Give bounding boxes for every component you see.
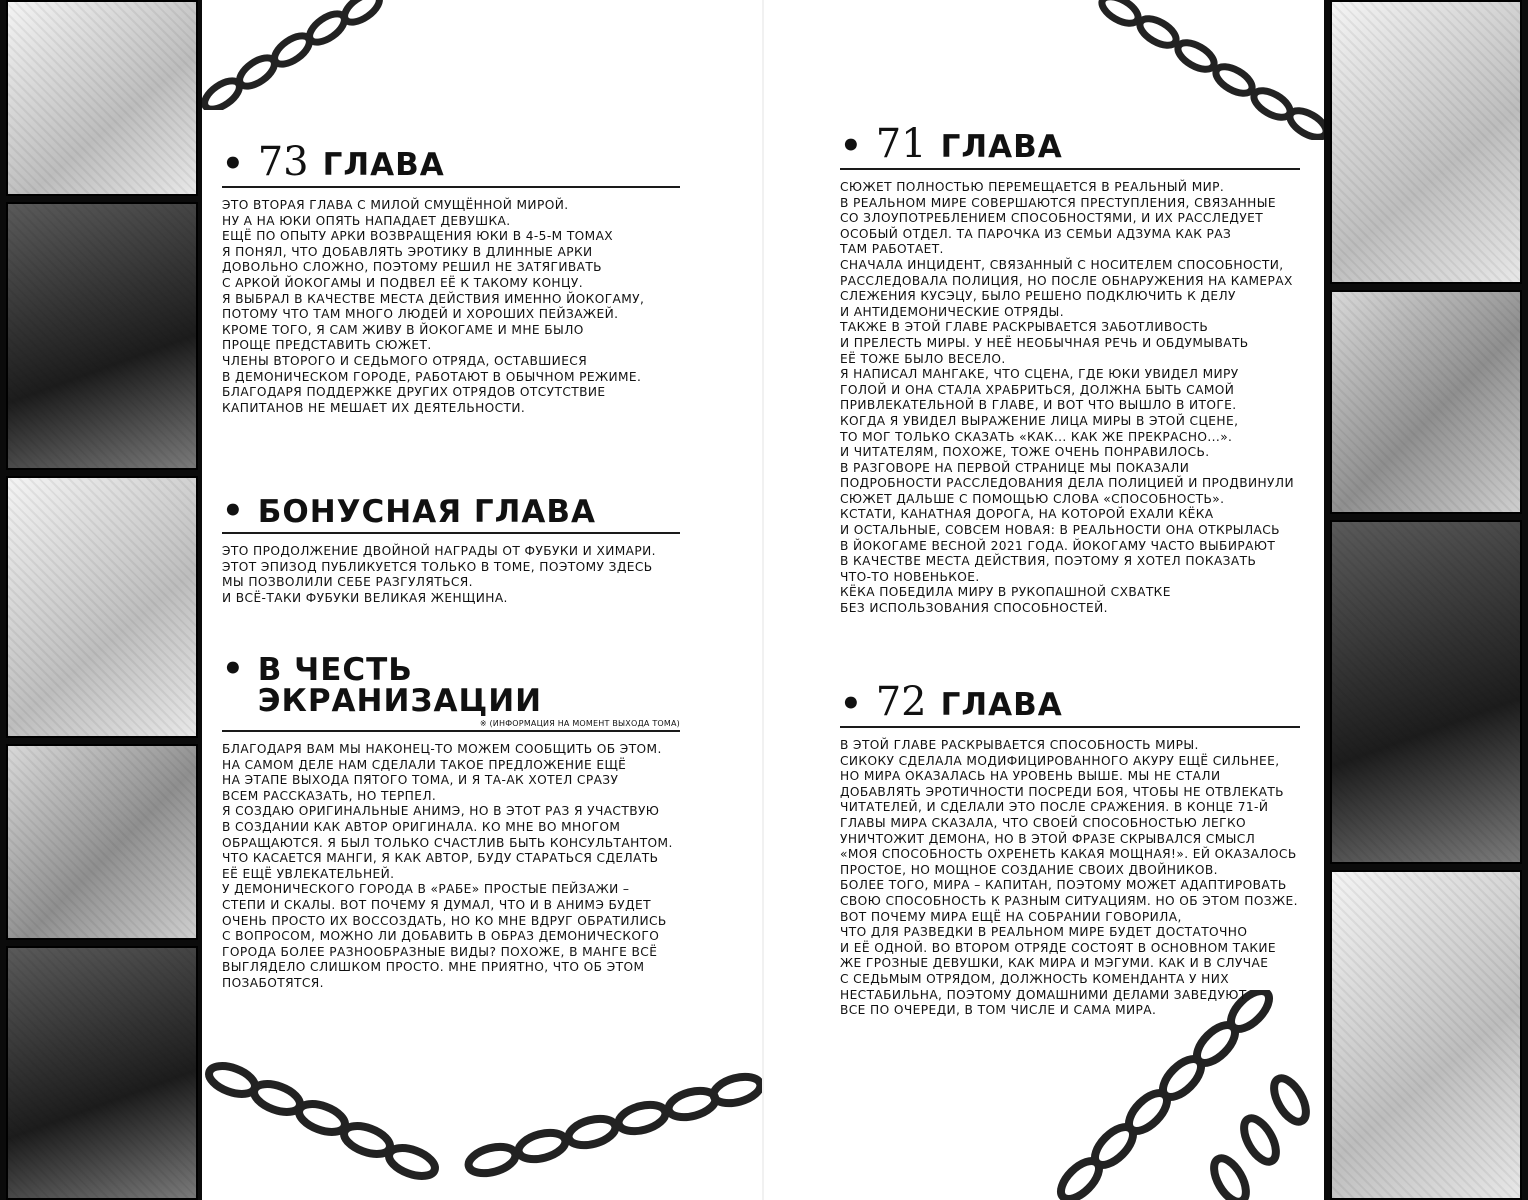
chapter-73-text: ЭТО ВТОРАЯ ГЛАВА С МИЛОЙ СМУЩЁННОЙ МИРОЙ. НУ А НА ЮКИ ОПЯТЬ НАПАДАЕТ ДЕВУШКА. ЕЩЁ ПО ОПЫТУ АРКИ ВОЗВРАЩЕНИЯ ЮКИ В 4-5-М ТОМАХ Я ПОНЯЛ, ЧТО ДОБАВЛЯТЬ ЭРОТИКУ В ДЛИННЫЕ АРКИ ДОВОЛЬНО СЛОЖНО, ПОЭТОМУ РЕШИЛ НЕ ЗАТЯГИВАТЬ С АРКОЙ ЙОКОГАМЫ И ПОДВЕЛ ЕЁ К ТАКОМУ КОНЦУ. Я ВЫБРАЛ В КАЧЕСТВЕ МЕСТА ДЕЙСТВИЯ ИМЕННО ЙОКОГАМУ, ПОТОМУ ЧТО ТАМ МНОГО ЛЮДЕЙ И ХОРОШИХ ПЕЙЗАЖЕЙ. КРОМЕ ТОГО, Я САМ ЖИВУ В ЙОКОГАМЕ И МНЕ БЫЛО ПРОЩЕ ПРЕДСТАВИТЬ СЮЖЕТ. ЧЛЕНЫ ВТОРОГО И СЕДЬМОГО ОТРЯДА, ОСТАВШИЕСЯ В ДЕМОНИЧЕСКОМ ГОРОДЕ, РАБОТАЮТ В ОБЫЧНОМ РЕЖИМЕ. БЛАГОДАРЯ ПОДДЕРЖКЕ ДРУГИХ ОТРЯДОВ ОТСУТСТВИЕ КАПИТАНОВ НЕ МЕШАЕТ ИХ ДЕЯТЕЛЬНОСТИ. [222,198,645,415]
bullet-icon: • [840,684,862,724]
left-manga-strip [0,0,202,1200]
bullet-icon: • [222,649,244,689]
manga-panel-3 [6,476,198,738]
chain-illustration-top-left [202,0,452,110]
bullet-icon: • [222,144,244,184]
chapter-number: 73 [257,139,309,185]
anime-adaptation-heading [222,649,680,719]
section-anime-adaptation [222,649,680,992]
chapter-number: 71 [875,121,927,167]
manga-panel-6 [1330,0,1522,284]
page-spine [762,0,764,1200]
chapter-word: ГЛАВА [940,687,1063,723]
chapter-word: ГЛАВА [322,147,445,183]
anime-adaptation-title: В ЧЕСТЬ ЭКРАНИЗАЦИИ [257,652,543,719]
bonus-chapter-text: ЭТО ПРОДОЛЖЕНИЕ ДВОЙНОЙ НАГРАДЫ ОТ ФУБУКИ И ХИМАРИ. ЭТОТ ЭПИЗОД ПУБЛИКУЕТСЯ ТОЛЬКО В ТОМЕ, ПОЭТОМУ ЗДЕСЬ МЫ ПОЗВОЛИЛИ СЕБЕ РАЗГУЛЯТЬСЯ. И ВСЁ-ТАКИ ФУБУКИ ВЕЛИКАЯ ЖЕНЩИНА. [222,544,656,605]
section-chapter-72 [840,679,1300,1019]
chapter-number: 72 [875,679,927,725]
chapter-73-heading [222,139,680,188]
manga-panel-1 [6,0,198,196]
chapter-72-heading [840,679,1300,728]
release-note: ※ (ИНФОРМАЦИЯ НА МОМЕНТ ВЫХОДА ТОМА) [222,717,680,732]
chapter-72-text: В ЭТОЙ ГЛАВЕ РАСКРЫВАЕТСЯ СПОСОБНОСТЬ МИРЫ. СИКОКУ СДЕЛАЛА МОДИФИЦИРОВАННОГО АКУРУ ЕЩЁ СИЛЬНЕЕ, НО МИРА ОКАЗАЛАСЬ НА УРОВЕНЬ ВЫШЕ. МЫ НЕ СТАЛИ ДОБАВЛЯТЬ ЭРОТИЧНОСТИ ПОСРЕДИ БОЯ, ЧТОБЫ НЕ ОТВЛЕКАТЬ ЧИТАТЕЛЕЙ, И СДЕЛАЛИ ЭТО ПОСЛЕ СРАЖЕНИЯ. В КОНЦЕ 71-Й ГЛАВЫ МИРА СКАЗАЛА, ЧТО СВОЕЙ СПОСОБНОСТЬЮ ЛЕГКО УНИЧТОЖИТ ДЕМОНА, НО В ЭТОЙ ФРАЗЕ СКРЫВАЛСЯ СМЫСЛ «МОЯ СПОСОБНОСТЬ ОХРЕНЕТЬ КАКАЯ МОЩНАЯ!». ЕЙ ОКАЗАЛОСЬ ПРОСТОЕ, НО МОЩНОЕ СОЗДАНИЕ СВОИХ ДВОЙНИКОВ. БОЛЕЕ ТОГО, МИРА – КАПИТАН, ПОЭТОМУ МОЖЕТ АДАПТИРОВАТЬ СВОЮ СПОСОБНОСТЬ К РАЗНЫМ СИТУАЦИЯМ. НО ОБ ЭТОМ ПОЗЖЕ. ВОТ ПОЧЕМУ МИРА ЕЩЁ НА СОБРАНИИ ГОВОРИЛА, ЧТО ДЛЯ РАЗВЕДКИ В РЕАЛЬНОМ МИРЕ БУДЕТ ДОСТАТОЧНО И ЕЁ ОДНОЙ. ВО ВТОРОМ ОТРЯДЕ СОСТОЯТ В ОСНОВНОМ ТАКИЕ ЖЕ ГРОЗНЫЕ ДЕВУШКИ, КАК МИРА И МЭГУМИ. КАК И В СЛУЧАЕ С СЕДЬМЫМ ОТРЯДОМ, ДОЛЖНОСТЬ КОМЕНДАНТА У НИХ НЕСТАБИЛЬНА, ПОЭТОМУ ДОМАШНИМИ ДЕЛАМИ ЗАВЕДУЮТ ВСЕ ПО ОЧЕРЕДИ, В ТОМ ЧИСЛЕ И САМА МИРА. [840,738,1298,1018]
manga-panel-9 [1330,870,1522,1200]
bullet-icon: • [222,491,244,531]
chain-illustration-top-right [1080,0,1324,140]
chapter-71-heading [840,121,1300,170]
manga-panel-4 [6,744,198,940]
section-bonus-chapter [222,491,680,606]
bullet-icon: • [840,126,862,166]
bonus-chapter-heading [222,491,680,534]
chain-illustration-bottom-right [1050,990,1324,1200]
section-chapter-73 [222,139,680,416]
manga-panel-5 [6,946,198,1200]
section-chapter-71 [840,121,1300,617]
manga-panel-8 [1330,520,1522,864]
chain-illustration-bottom-left [202,1040,762,1200]
anime-adaptation-text: БЛАГОДАРЯ ВАМ МЫ НАКОНЕЦ-ТО МОЖЕМ СООБЩИТЬ ОБ ЭТОМ. НА САМОМ ДЕЛЕ НАМ СДЕЛАЛИ ТАКОЕ ПРЕДЛОЖЕНИЕ ЕЩЁ НА ЭТАПЕ ВЫХОДА ПЯТОГО ТОМА, И Я ТА-АК ХОТЕЛ СРАЗУ ВСЕМ РАССКАЗАТЬ, НО ТЕРПЕЛ. Я СОЗДАЮ ОРИГИНАЛЬНЫЕ АНИМЭ, НО В ЭТОТ РАЗ Я УЧАСТВУЮ В СОЗДАНИИ КАК АВТОР ОРИГИНАЛА. КО МНЕ ВО МНОГОМ ОБРАЩАЮТСЯ. Я БЫЛ ТОЛЬКО СЧАСТЛИВ БЫТЬ КОНСУЛЬТАНТОМ. ЧТО КАСАЕТСЯ МАНГИ, Я КАК АВТОР, БУДУ СТАРАТЬСЯ СДЕЛАТЬ ЕЁ ЕЩЁ УВЛЕКАТЕЛЬНЕЙ. У ДЕМОНИЧЕСКОГО ГОРОДА В «РАБЕ» ПРОСТЫЕ ПЕЙЗАЖИ – СТЕПИ И СКАЛЫ. ВОТ ПОЧЕМУ Я ДУМАЛ, ЧТО И В АНИМЭ БУДЕТ ОЧЕНЬ ПРОСТО ИХ ВОССОЗДАТЬ, НО КО МНЕ ВДРУГ ОБРАТИЛИСЬ С ВОПРОСОМ, МОЖНО ЛИ ДОБАВИТЬ В ОБРАЗ ДЕМОНИЧЕСКОГО ГОРОДА БОЛЕЕ РАЗНООБРАЗНЫЕ ВИДЫ? ПОХОЖЕ, В МАНГЕ ВСЁ ВЫГЛЯДЕЛО СЛИШКОМ ПРОСТО. МНЕ ПРИЯТНО, ЧТО ОБ ЭТОМ ПОЗАБОТЯТСЯ. [222,742,673,990]
bonus-chapter-title: БОНУСНАЯ ГЛАВА [257,494,597,530]
manga-panel-2 [6,202,198,470]
manga-panel-7 [1330,290,1522,514]
chapter-word: ГЛАВА [940,129,1063,165]
right-manga-strip [1324,0,1528,1200]
chapter-71-text: СЮЖЕТ ПОЛНОСТЬЮ ПЕРЕМЕЩАЕТСЯ В РЕАЛЬНЫЙ МИР. В РЕАЛЬНОМ МИРЕ СОВЕРШАЮТСЯ ПРЕСТУПЛЕНИЯ, СВЯЗАННЫЕ СО ЗЛОУПОТРЕБЛЕНИЕМ СПОСОБНОСТЯМИ, И ИХ РАССЛЕДУЕТ ОСОБЫЙ ОТДЕЛ. ТА ПАРОЧКА ИЗ СЕМЬИ АДЗУМА КАК РАЗ ТАМ РАБОТАЕТ. СНАЧАЛА ИНЦИДЕНТ, СВЯЗАННЫЙ С НОСИТЕЛЕМ СПОСОБНОСТИ, РАССЛЕДОВАЛА ПОЛИЦИЯ, НО ПОСЛЕ ОБНАРУЖЕНИЯ НА КАМЕРАХ СЛЕЖЕНИЯ КУСЭЦУ, БЫЛО РЕШЕНО ПОДКЛЮЧИТЬ К ДЕЛУ И АНТИДЕМОНИЧЕСКИЕ ОТРЯДЫ. ТАКЖЕ В ЭТОЙ ГЛАВЕ РАСКРЫВАЕТСЯ ЗАБОТЛИВОСТЬ И ПРЕЛЕСТЬ МИРЫ. У НЕЁ НЕОБЫЧНАЯ РЕЧЬ И ОБДУМЫВАТЬ ЕЁ ТОЖЕ БЫЛО ВЕСЕЛО. Я НАПИСАЛ МАНГАКЕ, ЧТО СЦЕНА, ГДЕ ЮКИ УВИДЕЛ МИРУ ГОЛОЙ И ОНА СТАЛА ХРАБРИТЬСЯ, ДОЛЖНА БЫТЬ САМОЙ ПРИВЛЕКАТЕЛЬНОЙ В ГЛАВЕ, И ВОТ ЧТО ВЫШЛО В ИТОГЕ. КОГДА Я УВИДЕЛ ВЫРАЖЕНИЕ ЛИЦА МИРЫ В ЭТОЙ СЦЕНЕ, ТО МОГ ТОЛЬКО СКАЗАТЬ «КАК... КАК ЖЕ ПРЕКРАСНО...». И ЧИТАТЕЛЯМ, ПОХОЖЕ, ТОЖЕ ОЧЕНЬ ПОНРАВИЛОСЬ. В РАЗГОВОРЕ НА ПЕРВОЙ СТРАНИЦЕ МЫ ПОКАЗАЛИ ПОДРОБНОСТИ РАССЛЕДОВАНИЯ ДЕЛА ПОЛИЦИЕЙ И ПРОДВИНУЛИ СЮЖЕТ ДАЛЬШЕ С ПОМОЩЬЮ СЛОВА «СПОСОБНОСТЬ». КСТАТИ, КАНАТНАЯ ДОРОГА, НА КОТОРОЙ ЕХАЛИ КЁКА И ОСТАЛЬНЫЕ, СОВСЕМ НОВАЯ: В РЕАЛЬНОСТИ ОНА ОТКРЫЛАСЬ В ЙОКОГАМЕ ВЕСНОЙ 2021 ГОДА. ЙОКОГАМУ ЧАСТО ВЫБИРАЮТ В КАЧЕСТВЕ МЕСТА ДЕЙСТВИЯ, ПОЭТОМУ Я ХОТЕЛ ПОКАЗАТЬ ЧТО-ТО НОВЕНЬКОЕ. КЁКА ПОБЕДИЛА МИРУ В РУКОПАШНОЙ СХВАТКЕ БЕЗ ИСПОЛЬЗОВАНИЯ СПОСОБНОСТЕЙ. [840,180,1294,616]
